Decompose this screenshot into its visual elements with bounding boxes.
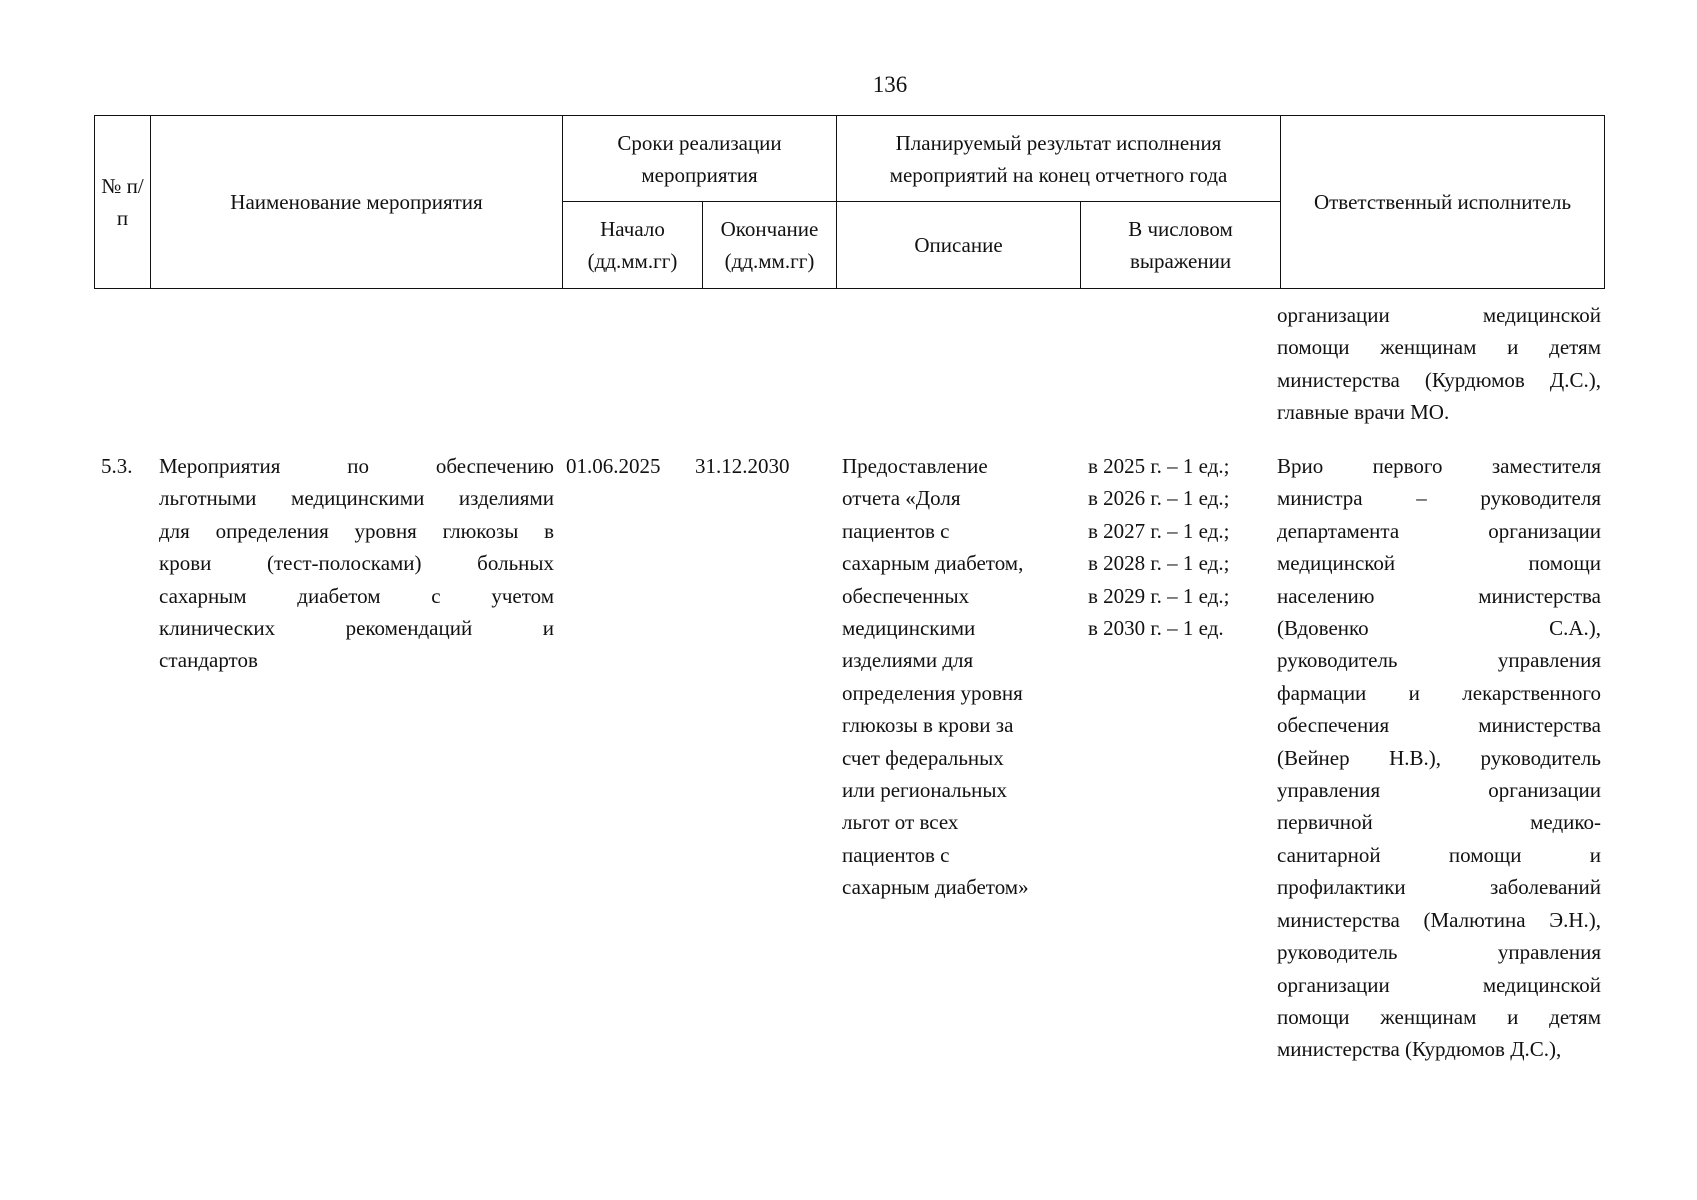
text-line: (Вейнер Н.В.), руководитель (1277, 745, 1601, 770)
text-line: в 2030 г. – 1 ед. (1088, 616, 1224, 641)
text-line: медицинскими (842, 616, 976, 641)
text-line: Предоставление (842, 454, 988, 478)
row-end-date: 31.12.2030 (695, 454, 790, 478)
text-line: в 2029 г. – 1 ед.; (1088, 583, 1230, 608)
row-name (159, 450, 554, 677)
text-line: в 2028 г. – 1 ед.; (1088, 551, 1230, 576)
text-line: департамента организации (1277, 518, 1601, 543)
header-start-column: Начало (дд.мм.гг) (563, 202, 703, 289)
text-line: управления организации (1277, 778, 1601, 803)
row-responsible (1277, 450, 1601, 1066)
header-numeric-column: В числовом выражении (1081, 202, 1281, 289)
text-line: организации медицинской (1277, 303, 1601, 327)
text-line: руководитель управления (1277, 648, 1601, 673)
text-line: стандартов (159, 648, 258, 673)
text-line: сахарным диабетом с учетом (159, 583, 554, 608)
text-line: первичной медико- (1277, 810, 1601, 835)
row-number: 5.3. (101, 454, 133, 478)
text-line: изделиями для (842, 648, 974, 673)
text-line: отчета «Доля (842, 486, 961, 511)
text-line: обеспечения министерства (1277, 713, 1601, 738)
text-line: пациентов с (842, 518, 950, 543)
text-line: или региональных (842, 778, 1008, 803)
header-name-column: Наименование мероприятия (151, 116, 563, 289)
text-line: глюкозы в крови за (842, 713, 1014, 738)
text-line: счет федеральных (842, 745, 1004, 770)
header-result-column: Планируемый результат исполнения мероприятий на конец отчетного года (837, 116, 1281, 202)
text-line: помощи женщинам и детям (1277, 335, 1601, 360)
row-description (842, 450, 1078, 904)
text-line: фармации и лекарственного (1277, 680, 1601, 705)
table-header (94, 115, 1605, 289)
text-line: профилактики заболеваний (1277, 875, 1601, 900)
text-line: в 2026 г. – 1 ед.; (1088, 486, 1230, 511)
text-line: определения уровня (842, 680, 1023, 705)
text-line: медицинской помощи (1277, 551, 1601, 576)
header-terms-column: Сроки реализации мероприятия (563, 116, 837, 202)
text-line: обеспеченных (842, 583, 970, 608)
text-line: руководитель управления (1277, 940, 1601, 965)
text-line: крови (тест-полосками) больных (159, 551, 554, 576)
continuation-responsible (1277, 299, 1601, 429)
text-line: в 2025 г. – 1 ед.; (1088, 454, 1230, 478)
text-line: льготными медицинскими изделиями (159, 486, 554, 511)
text-line: населению министерства (1277, 583, 1601, 608)
text-line: помощи женщинам и детям (1277, 1004, 1601, 1029)
text-line: министерства (Курдюмов Д.С.), (1277, 367, 1601, 392)
text-line: главные врачи МО. (1277, 400, 1450, 425)
text-line: Врио первого заместителя (1277, 454, 1601, 478)
row-numeric (1088, 450, 1278, 644)
header-responsible-column: Ответственный исполнитель (1281, 116, 1605, 289)
text-line: сахарным диабетом, (842, 551, 1024, 576)
text-line: для определения уровня глюкозы в (159, 518, 554, 543)
text-line: в 2027 г. – 1 ед.; (1088, 518, 1230, 543)
text-line: санитарной помощи и (1277, 842, 1601, 867)
text-line: министерства (Малютина Э.Н.), (1277, 907, 1601, 932)
page-number: 136 (872, 72, 908, 97)
text-line: льгот от всех (842, 810, 959, 835)
text-line: министерства (Курдюмов Д.С.), (1277, 1037, 1562, 1062)
header-number-column: № п/п (95, 116, 151, 289)
text-line: клинических рекомендаций и (159, 616, 554, 641)
header-description-column: Описание (837, 202, 1081, 289)
text-line: министра – руководителя (1277, 486, 1601, 511)
row-start-date: 01.06.2025 (566, 454, 661, 478)
header-end-column: Окончание (дд.мм.гг) (703, 202, 837, 289)
text-line: сахарным диабетом» (842, 875, 1029, 900)
text-line: пациентов с (842, 842, 950, 867)
text-line: Мероприятия по обеспечению (159, 454, 554, 478)
text-line: организации медицинской (1277, 972, 1601, 997)
text-line: (Вдовенко С.А.), (1277, 616, 1601, 641)
